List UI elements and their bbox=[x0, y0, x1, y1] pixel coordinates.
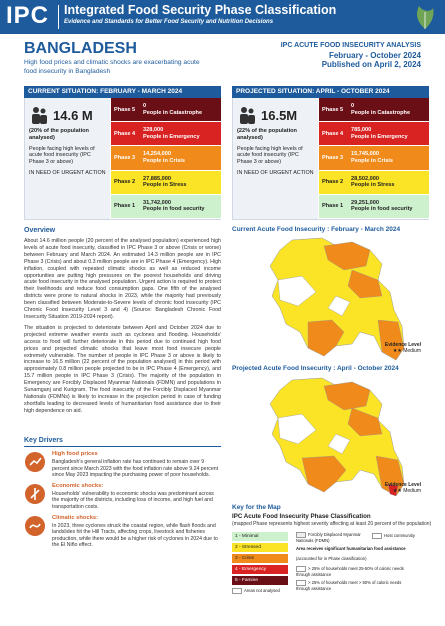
key-phase-4: 4 - Emergency bbox=[232, 565, 288, 574]
phase-row bbox=[319, 98, 429, 122]
publish-date: Published on April 2, 2024 bbox=[321, 60, 421, 69]
price-icon bbox=[24, 451, 46, 473]
current-total: 14.6 M bbox=[53, 107, 93, 123]
current-percent: (20% of the population analysed) bbox=[29, 128, 89, 141]
host-icon bbox=[372, 533, 382, 539]
projected-map bbox=[232, 376, 421, 498]
key-title: Key for the Map bbox=[232, 504, 281, 511]
phase-value: 14,254,000 People in Crisis bbox=[143, 151, 185, 164]
phase-label: Phase 5 bbox=[114, 106, 136, 113]
overview-title: Overview bbox=[24, 227, 56, 234]
key-phase-1: 1 - Minimal bbox=[232, 532, 288, 541]
key-items bbox=[232, 532, 432, 607]
not-analysed-swatch bbox=[232, 588, 242, 594]
report-tagline: High food prices and climatic shocks are exacerbating acute food insecurity in Bangladesh bbox=[24, 59, 200, 75]
phase-label: Phase 4 bbox=[322, 130, 344, 137]
key-phase-5: 5 - Famine bbox=[232, 576, 288, 585]
current-evidence-legend bbox=[385, 342, 421, 354]
phase-label: Phase 4 bbox=[114, 130, 136, 137]
phase-value: 27,885,000 People in Stress bbox=[143, 175, 187, 189]
phase-value: 328,000 People in Emergency bbox=[143, 127, 200, 140]
header-title: Integrated Food Security Phase Classification bbox=[64, 3, 337, 17]
phase-row bbox=[319, 195, 429, 219]
evidence-icon: ★★ bbox=[392, 348, 404, 354]
phase-value: 785,000 People in Emergency bbox=[351, 127, 408, 140]
driver-text: Bangladesh's general inflation rate has continued to remain over 9 percent since March 2023 with the food inflation rate above 9.24 percent since May 2023 impacting the purchasing power of poor households. bbox=[52, 459, 219, 479]
phase-label: Phase 1 bbox=[114, 203, 136, 210]
climate-icon bbox=[24, 515, 46, 537]
evidence-label: Evidence Level bbox=[384, 342, 421, 348]
key-phase-3: 3 - Crisis bbox=[232, 554, 288, 563]
drivers-title: Key Drivers bbox=[24, 437, 221, 447]
phase-row bbox=[111, 98, 221, 122]
analysis-period: February - October 2024 bbox=[328, 51, 421, 60]
phase-value: 28,502,000 People in Stress bbox=[351, 175, 395, 189]
projected-situation-panel bbox=[232, 86, 429, 220]
key-note: (mapped Phase represents highest severity affecting at least 20 percent of the population) bbox=[232, 521, 432, 527]
current-map-title: Current Acute Food Insecurity : February - March 2024 bbox=[232, 226, 401, 233]
overview-section bbox=[24, 227, 221, 415]
projected-phase-table bbox=[319, 98, 429, 219]
map-key bbox=[232, 504, 432, 607]
phase-label: Phase 3 bbox=[322, 154, 344, 161]
phase-row bbox=[111, 122, 221, 146]
key-assist-note: (accounted for in Phase classification) bbox=[296, 556, 367, 561]
projected-total: 16.5M bbox=[261, 107, 298, 123]
phase-value: 29,251,000 People in food security bbox=[351, 199, 413, 213]
phase-row bbox=[111, 146, 221, 170]
leaf-icon bbox=[413, 4, 437, 30]
key-phase-2: 2 - Stressed bbox=[232, 543, 288, 552]
projected-description: People facing high levels of acute food insecurity (IPC Phase 3 or above) bbox=[237, 145, 303, 165]
driver-text: In 2023, three cyclones struck the coastal region, while flash floods and landslides hit the Hill Tracts, affecting crops, livestock and fisheries production, while there would be a higher risk of cyclones in 2024 due to the El Niño effect. bbox=[52, 522, 218, 549]
evidence-value: ★★ Medium bbox=[392, 348, 421, 354]
evidence-value: ★★ Medium bbox=[392, 488, 421, 494]
current-situation-panel bbox=[24, 86, 221, 220]
evidence-icon: ★★ bbox=[392, 488, 404, 494]
evidence-label: Evidence Level bbox=[384, 482, 421, 488]
overview-paragraph: The situation is projected to deteriorate between April and October 2024 due to projected extreme weather events such as cyclones and flooding. Households' access to food will further deteriorate in this period due to continued high food prices and projected climatic shocks that leave most food insecure people extremely vulnerable. The number of people in IPC Phase 3 or above is likely to increase to 16.5 million (22 percent of the population analysed) in this period with approximately 0.8 million people projected to be in IPC Phase 4 (Emergency), and 15.7 million people in IPC Phase 3 (Crisis). The majority of the population in Emergency are Forcibly Displaced Myanmar Nationals (FDMN) and populations in Sunamganj and Kurigram. The food insecurity of the Forcibly Displaced Myanmar Nationals (FDMNs) is likely to increase in the projection period in case of funding shortfalls leading to decreased levels of humanitarian food assistance due to their high dependence on aid. bbox=[24, 324, 221, 414]
driver-item bbox=[24, 483, 221, 511]
key-assist-title: Area receives significant humanitarian food assistance bbox=[296, 546, 406, 551]
projected-percent: (22% of the population analysed) bbox=[237, 128, 297, 141]
phase-label: Phase 2 bbox=[322, 179, 344, 186]
overview-paragraph: About 14.6 million people (20 percent of the analysed population) experienced high levels of acute food insecurity, classified in IPC Phase 3 or above (Crisis or worse) between February and March 2024. An estimated 14.3 million people are in IPC Phase 3 (Crisis) and about 0.3 million people are in IPC Phase 4 (Emergency). High inflation, coupled with repeated climatic shocks as well as reduced income opportunities are putting high pressures on the poorest households and driving acute food insecurity in the analysed population. Urgent action is required to protect their livelihoods and reduce food consumption gaps. One fifth of the analysed districts were prone to natural shocks in 2023, while the majority had previously been classified between Moderate-to-Severe levels of chronic food insecurity (IPC Chronic Food Insecurity Level 3 and 4) (Source: Bangladesh Chronic Food Insecurity Situation 2019-2024 report). bbox=[24, 238, 221, 320]
key-not-analysed: Areas not analysed bbox=[232, 588, 280, 594]
key-assist-1: > 25% of households meet 25-50% of caloric needs through assistance bbox=[296, 566, 404, 577]
key-host: Host communitiy bbox=[372, 533, 430, 539]
key-assist-2: > 25% of households meet > 50% of caloric needs through assistance bbox=[296, 580, 402, 591]
phase-row bbox=[319, 146, 429, 170]
projected-summary bbox=[233, 98, 318, 219]
projected-evidence-legend bbox=[385, 482, 421, 494]
driver-text: Households' vulnerability to economic shocks was predominant across the majority of the districts, including loss of income, and high fuel and transportation costs. bbox=[52, 490, 214, 510]
driver-item bbox=[24, 451, 221, 479]
phase-label: Phase 3 bbox=[114, 154, 136, 161]
phase-label: Phase 5 bbox=[322, 106, 344, 113]
logo-divider bbox=[58, 5, 59, 29]
shock-icon bbox=[24, 483, 46, 505]
projected-need: IN NEED OF URGENT ACTION bbox=[237, 170, 314, 177]
header-subtitle: Evidence and Standards for Better Food Security and Nutrition Decisions bbox=[64, 19, 274, 25]
key-fdmn: Forcibly Displaced Myanmar Nationals (FDMN) bbox=[296, 532, 361, 543]
phase-value: 31,742,000 People in food security bbox=[143, 199, 205, 213]
projected-map-title: Projected Acute Food Insecurity : April - October 2024 bbox=[232, 365, 399, 372]
phase-value: 0 People in Catastrophe bbox=[351, 103, 411, 116]
key-subtitle: IPC Acute Food Insecurity Phase Classification bbox=[232, 513, 371, 520]
phase-row bbox=[319, 171, 429, 195]
country-title: BANGLADESH bbox=[24, 40, 137, 57]
phase-row bbox=[111, 171, 221, 195]
phase-label: Phase 1 bbox=[322, 203, 344, 210]
phase-row bbox=[319, 122, 429, 146]
current-phase-table bbox=[111, 98, 221, 219]
driver-heading: High food prices bbox=[52, 451, 98, 457]
header-banner bbox=[0, 0, 445, 34]
key-drivers-section bbox=[24, 437, 221, 549]
current-panel-title: CURRENT SITUATION: FEBRUARY - MARCH 2024 bbox=[24, 86, 221, 98]
ipc-logo: IPC bbox=[6, 2, 50, 29]
current-need: IN NEED OF URGENT ACTION bbox=[29, 170, 106, 177]
driver-item bbox=[24, 515, 221, 549]
phase-value: 0 People in Catastrophe bbox=[143, 103, 203, 116]
driver-heading: Climatic shocks: bbox=[52, 514, 99, 521]
current-description: People facing high levels of acute food insecurity (IPC Phase 3 or above) bbox=[29, 145, 95, 165]
phase-row bbox=[111, 195, 221, 219]
projected-panel-title: PROJECTED SITUATION: APRIL - OCTOBER 2024 bbox=[232, 86, 429, 98]
phase-label: Phase 2 bbox=[114, 179, 136, 186]
driver-heading: Economic shocks: bbox=[52, 482, 104, 489]
current-summary bbox=[25, 98, 110, 219]
phase-value: 15,745,000 People in Crisis bbox=[351, 151, 393, 164]
people-icon bbox=[29, 105, 49, 125]
people-icon bbox=[237, 105, 257, 125]
analysis-title: IPC ACUTE FOOD INSECURITY ANALYSIS bbox=[280, 42, 421, 49]
analysis-info bbox=[221, 42, 421, 69]
